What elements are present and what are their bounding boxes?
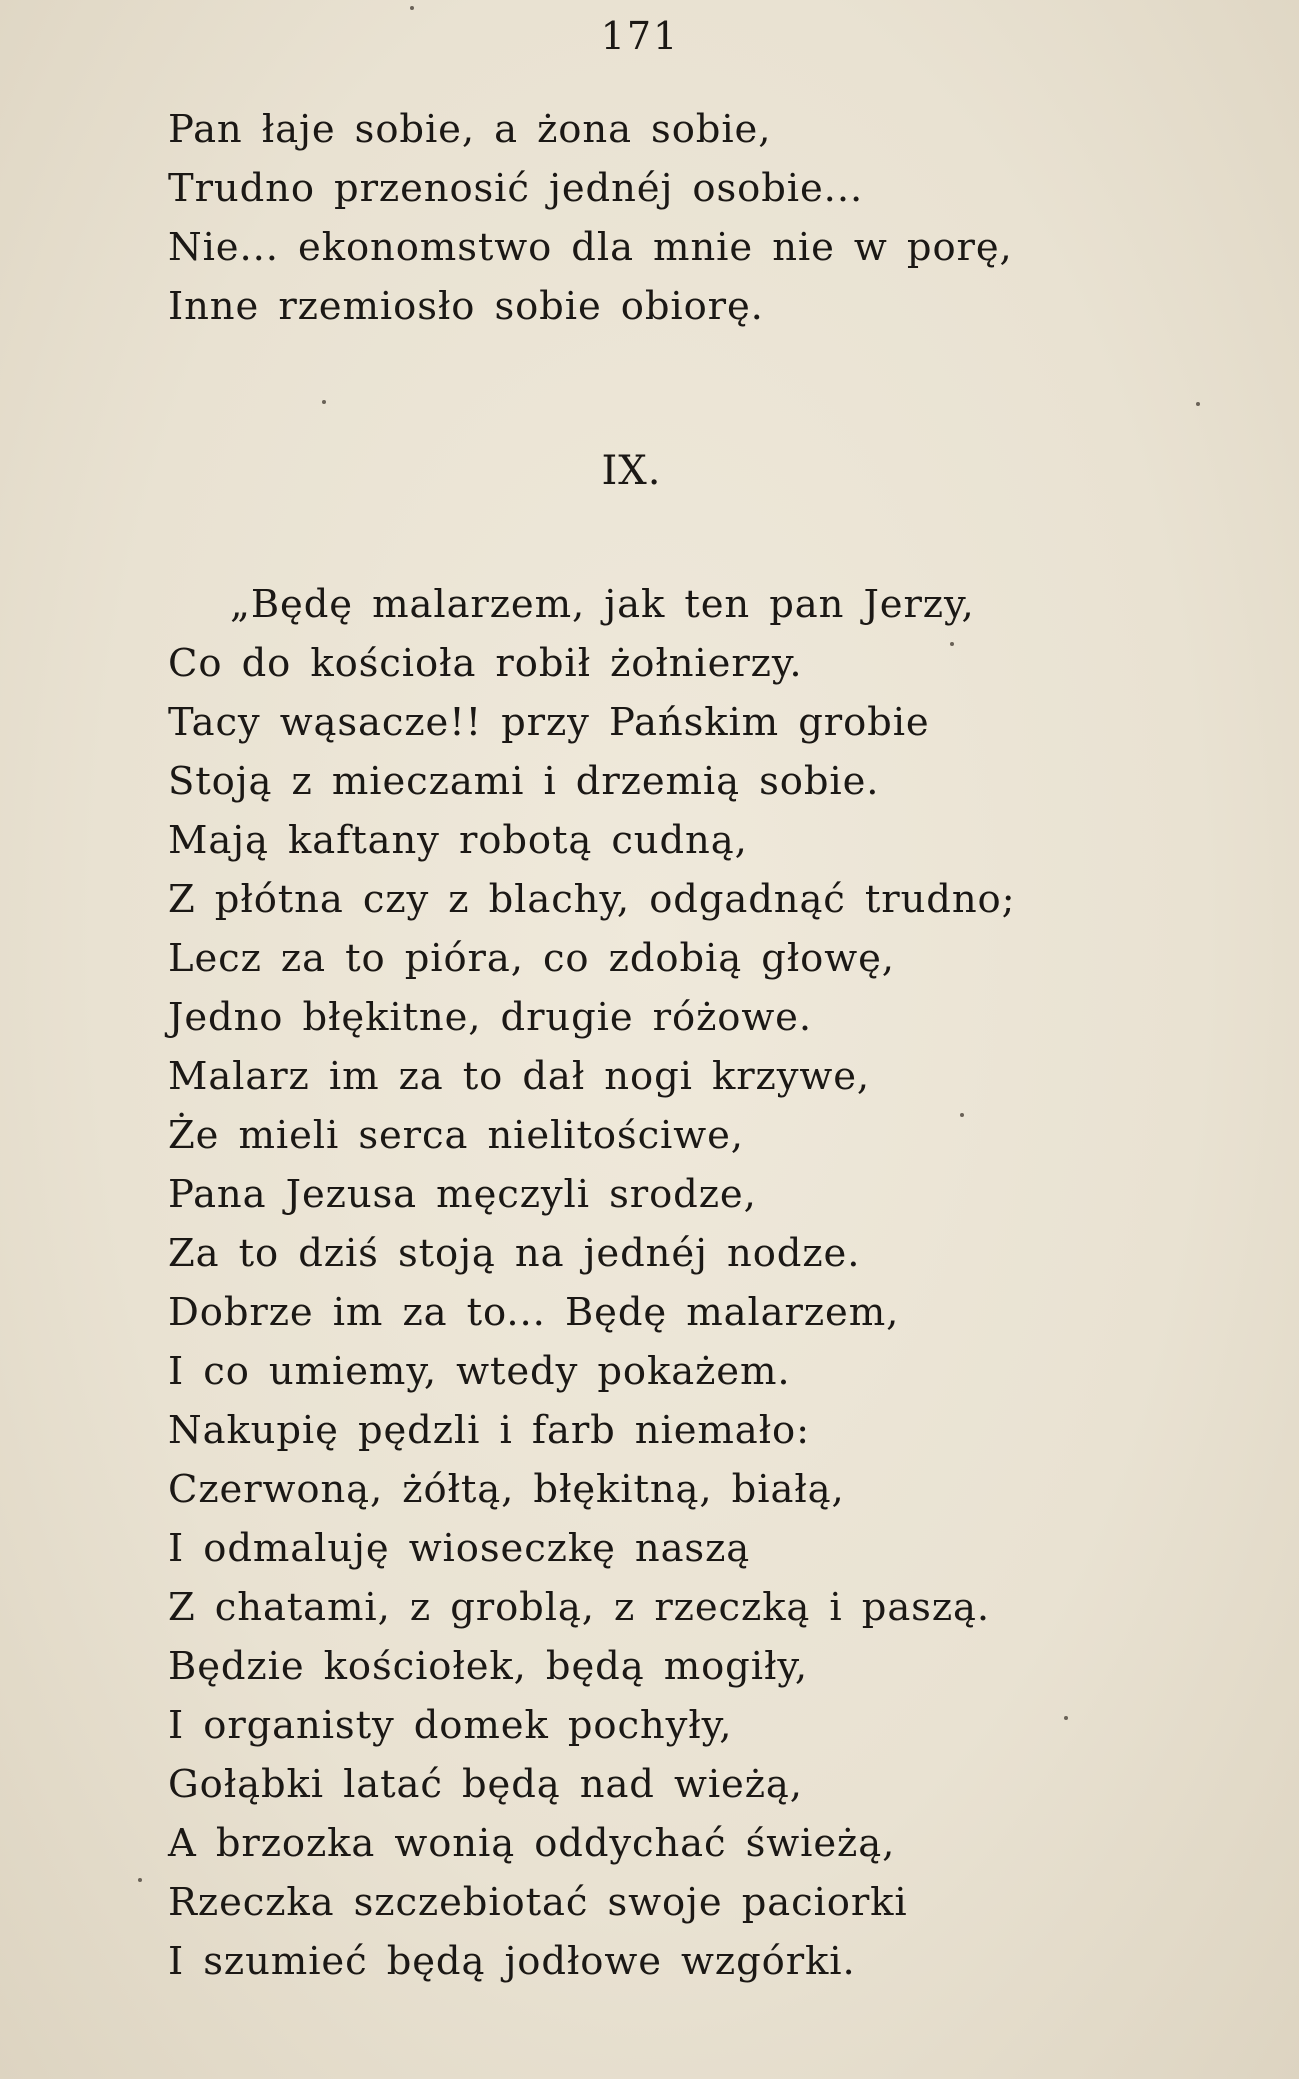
verse-line: Stoją z mieczami i drzemią sobie. [168,759,880,804]
verse-line: Co do kościoła robił żołnierzy. [168,641,803,686]
section-numeral: IX. [601,448,662,494]
paper-speck [960,1113,964,1117]
verse-line: Będzie kościołek, będą mogiły, [168,1644,809,1689]
paper-speck [138,1878,142,1882]
verse-line: Za to dziś stoją na jednéj nodze. [168,1231,861,1276]
verse-line: Pan łaje sobie, a żona sobie, [168,107,772,152]
verse-line: Trudno przenosić jednéj osobie... [168,166,864,211]
verse-line: I co umiemy, wtedy pokażem. [168,1349,791,1394]
verse-line: Pana Jezusa męczyli srodze, [168,1172,757,1217]
verse-line: Że mieli serca nielitościwe, [168,1113,744,1158]
verse-line: Z chatami, z groblą, z rzeczką i paszą. [168,1585,991,1630]
paper-speck [410,6,414,10]
verse-line: Nakupię pędzli i farb niemało: [168,1408,810,1453]
verse-line: Jedno błękitne, drugie różowe. [168,995,813,1040]
verse-line: Inne rzemiosło sobie obiorę. [168,284,764,329]
verse-line: Z płótna czy z blachy, odgadnąć trudno; [168,877,1016,922]
verse-line: Czerwoną, żółtą, błękitną, białą, [168,1467,845,1512]
paper-speck [1064,1716,1068,1720]
verse-line: „Będę malarzem, jak ten pan Jerzy, [230,582,975,627]
stanza-main [168,575,1228,1991]
verse-line: A brzozka wonią oddychać świeżą, [168,1821,896,1866]
verse-line: Nie... ekonomstwo dla mnie nie w porę, [168,225,1013,270]
verse-line: I odmaluję wioseczkę naszą [168,1526,751,1571]
verse-line: Dobrze im za to... Będę malarzem, [168,1290,900,1335]
paper-speck [1196,402,1200,406]
verse-line: Mają kaftany robotą cudną, [168,818,748,863]
verse-line: Malarz im za to dał nogi krzywe, [168,1054,871,1099]
paper-speck [322,400,326,404]
verse-line: Lecz za to pióra, co zdobią głowę, [168,936,895,981]
verse-line: Tacy wąsacze!! przy Pańskim grobie [168,700,930,745]
verse-line: I organisty domek pochyły, [168,1703,733,1748]
stanza-top [168,100,1228,336]
verse-line: Gołąbki latać będą nad wieżą, [168,1762,803,1807]
page-number: 171 [600,14,680,58]
verse-line: I szumieć będą jodłowe wzgórki. [168,1939,856,1984]
paper-speck [950,642,954,646]
verse-line: Rzeczka szczebiotać swoje paciorki [168,1880,908,1925]
